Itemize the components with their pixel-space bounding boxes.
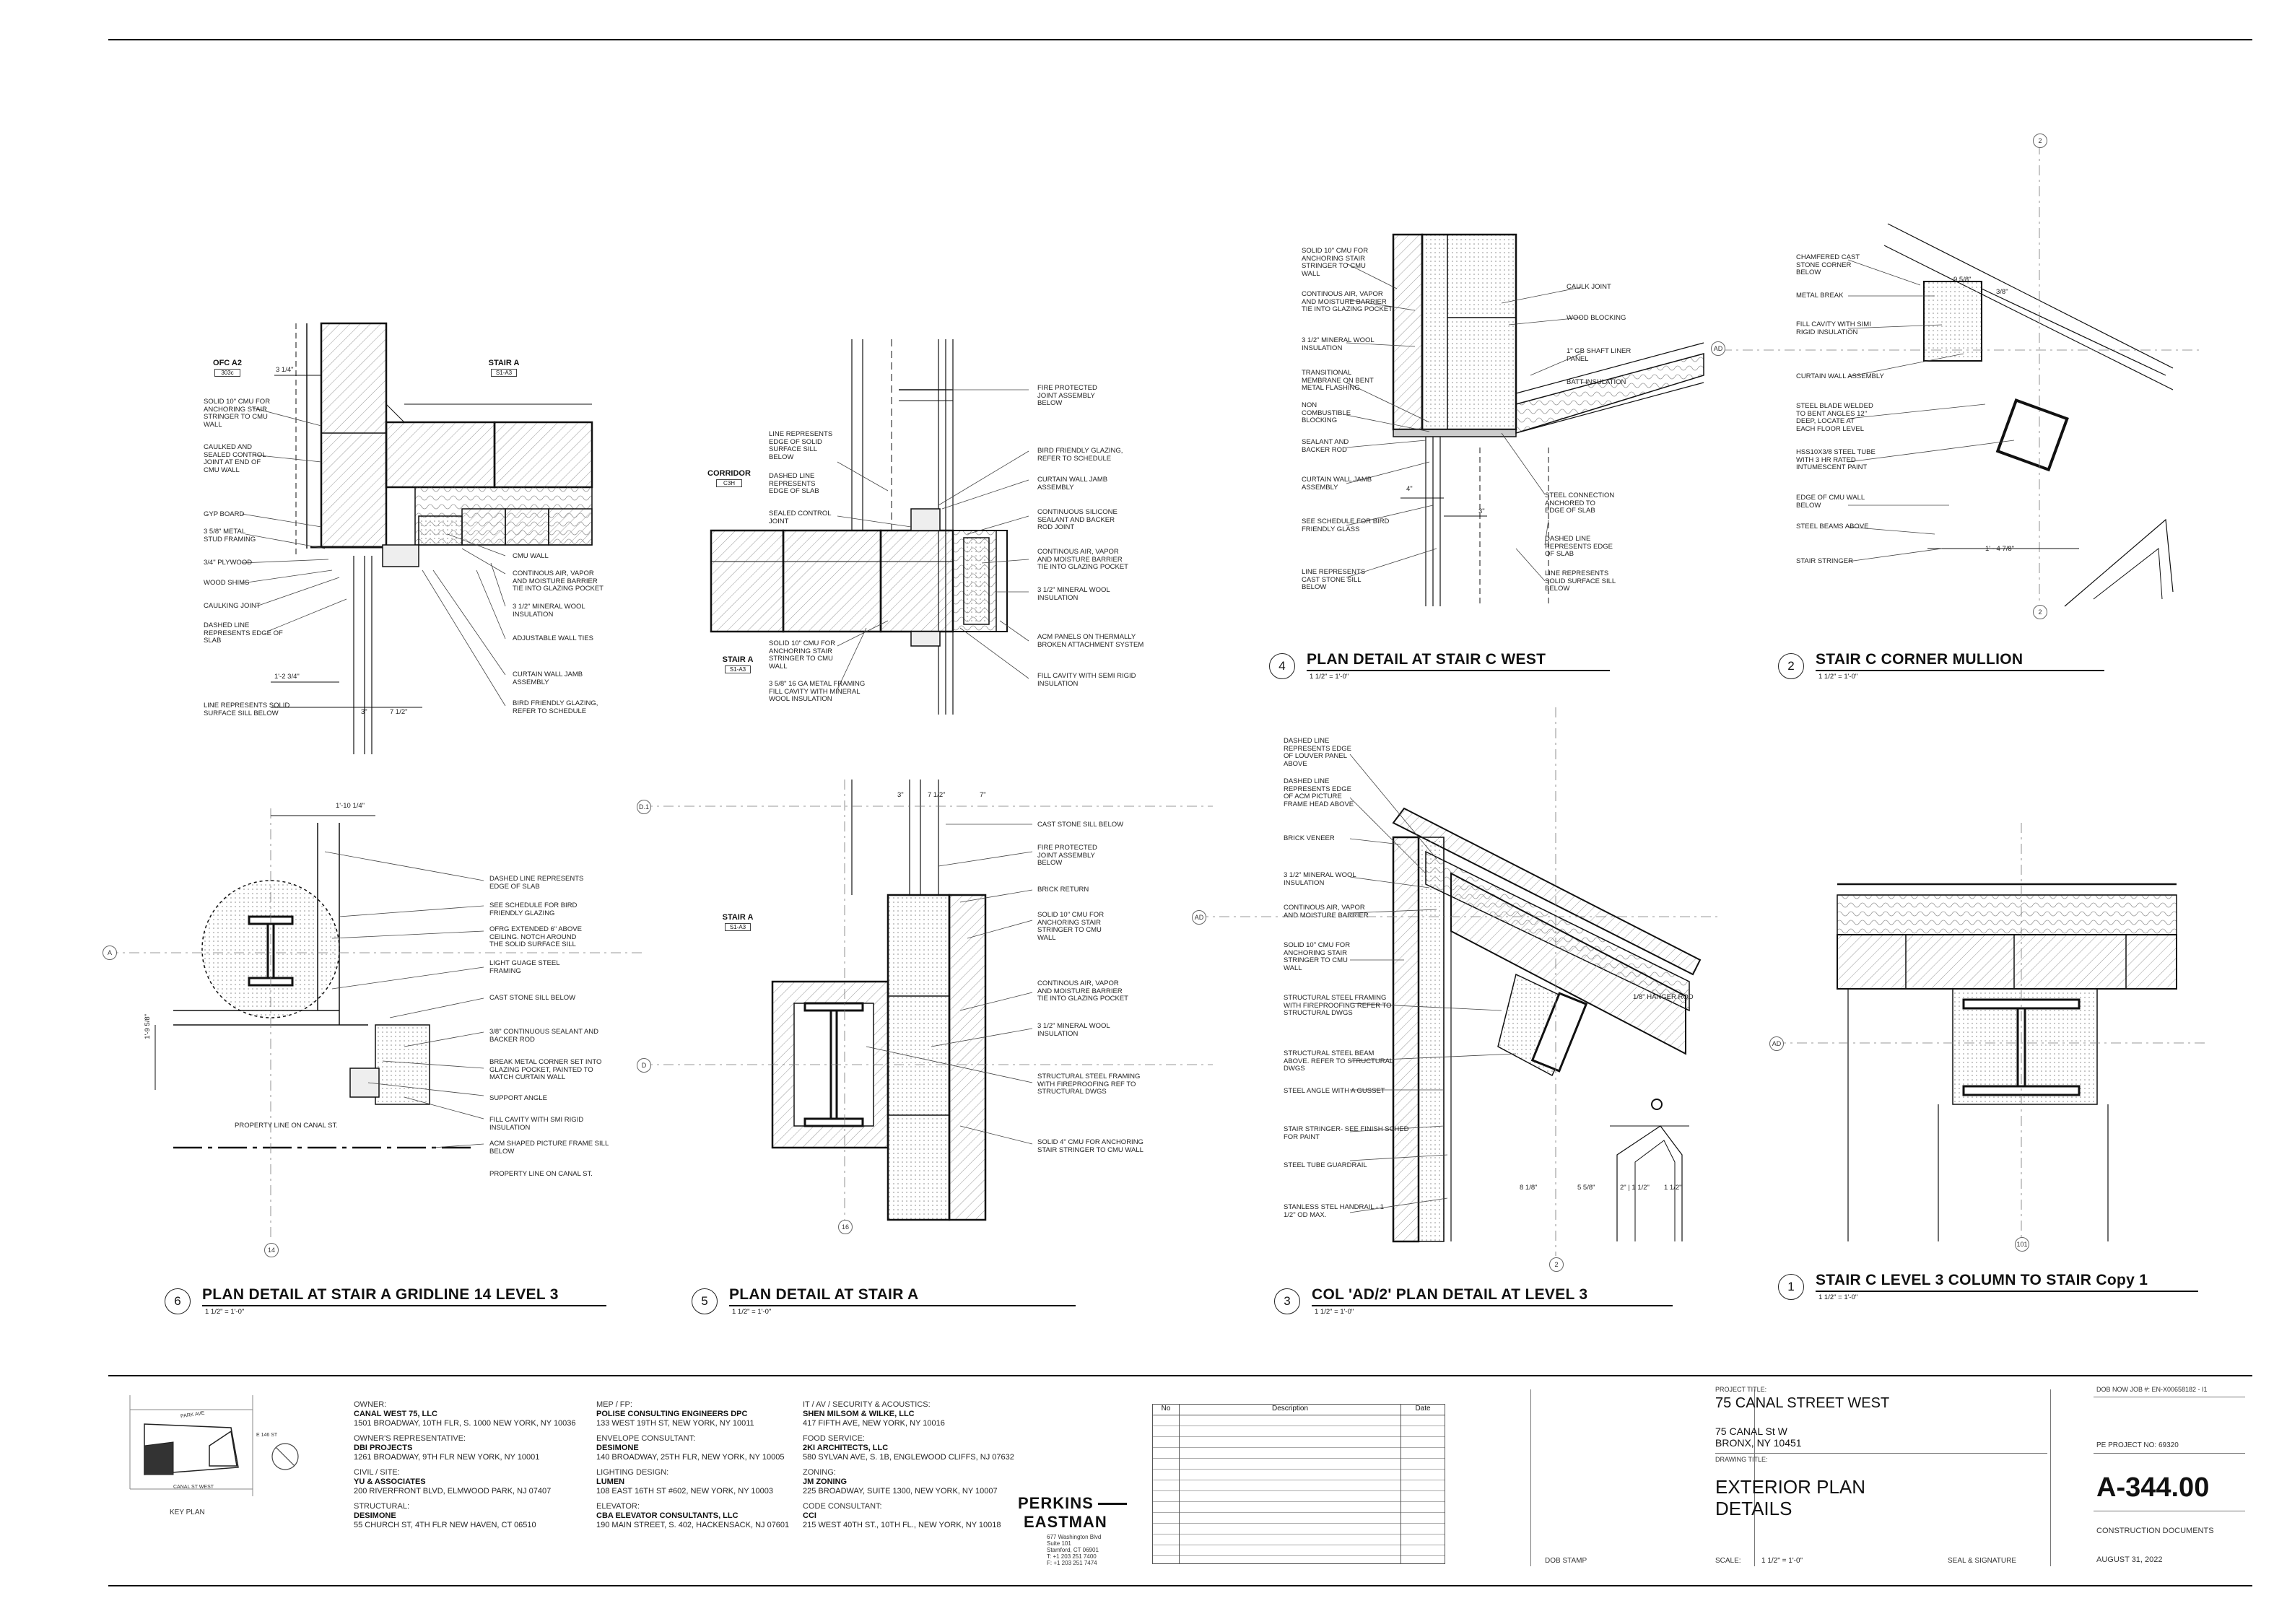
consultant-role: FOOD SERVICE: [803,1434,865,1443]
consultant-role: MEP / FP: [596,1400,632,1409]
callout-note: STEEL BEAMS ABOVE [1796,523,1869,531]
callout-note: STANLESS STEL HANDRAIL - 1 1/2" OD MAX. [1284,1203,1385,1219]
detail-title-5 [692,1286,1081,1315]
dimension: 5 5/8" [1577,1184,1595,1192]
dob-stamp-label: DOB STAMP [1545,1557,1587,1565]
callout-note: SOLID 10" CMU FOR ANCHORING STAIR STRINGER TO CMU WALL [769,639,836,671]
grid-bubble-14: 14 [264,1243,279,1257]
grid-bubble-ad-1: AD [1192,910,1206,925]
room-name: OFC A2 [213,359,242,367]
consultant-name: POLISE CONSULTING ENGINEERS DPC [596,1410,748,1418]
consultant-address: 140 BROADWAY, 25TH FLR, NEW YORK, NY 10005 [596,1453,785,1462]
project-title: 75 CANAL STREET WEST [1715,1395,1890,1411]
detail-title-text: STAIR C CORNER MULLION [1816,651,2023,668]
detail-3-plan [1198,707,1718,1256]
grid-bubble-16: 16 [838,1220,853,1234]
room-tag-stair-a-1 [482,359,526,377]
dimension: 7" [980,791,986,799]
rev-col-description: Description [1180,1405,1401,1415]
dimension: 7 1/2" [928,791,946,799]
callout-note: ADJUSTABLE WALL TIES [513,634,593,642]
detail-scale: 1 1/2" = 1'-0" [1818,673,1858,681]
detail-number: 3 [1274,1288,1300,1314]
rev-col-divider [1400,1405,1401,1563]
key-plan-street-label: E 146 ST [256,1433,278,1438]
callout-note: BRICK RETURN [1037,886,1089,894]
room-ref: S1-A3 [725,665,751,673]
consultant-role: OWNER'S REPRESENTATIVE: [354,1434,466,1443]
callout-note: 3 1/2" MINERAL WOOL INSULATION [1302,336,1375,352]
dimension: 4" [1406,485,1413,493]
callout-note: CONTINOUS AIR, VAPOR AND MOISTURE BARRIER TIE INTO GLAZING POCKET [1302,290,1393,313]
detail-scale: 1 1/2" = 1'-0" [732,1308,772,1316]
callout-note: SEE SCHEDULE FOR BIRD FRIENDLY GLAZING [489,902,578,917]
rev-col-no: No [1153,1405,1180,1415]
callout-note: CAST STONE SILL BELOW [1037,821,1124,829]
detail-number: 5 [692,1288,718,1314]
callout-note: SOLID 10" CMU FOR ANCHORING STAIR STRINGER TO CMU WALL [1302,247,1369,278]
detail-number: 1 [1778,1274,1804,1300]
callout-note: HSS10X3/8 STEEL TUBE WITH 3 HR RATED INTUMESCENT PAINT [1796,448,1876,471]
title-underline [729,1305,1076,1306]
callout-note: BIRD FRIENDLY GLAZING, REFER TO SCHEDULE [1037,447,1123,463]
callout-note: BATT INSULATION [1567,378,1626,386]
room-name: STAIR A [488,359,520,367]
seal-signature-label: SEAL & SIGNATURE [1948,1557,2017,1565]
callout-note: LINE REPRESENTS CAST STONE SILL BELOW [1302,568,1366,591]
issue-date: AUGUST 31, 2022 [2096,1555,2163,1564]
property-line-label: PROPERTY LINE ON CANAL ST. [235,1122,338,1130]
project-address-line-2: BRONX, NY 10451 [1715,1437,1802,1449]
room-name: STAIR A [722,655,754,664]
callout-note: STRUCTURAL STEEL BEAM ABOVE. REFER TO STRUCTURAL DWGS [1284,1049,1394,1073]
callout-note: CONTINOUS AIR, VAPOR AND MOISTURE BARRIER TIE INTO GLAZING POCKET [1037,548,1128,571]
consultant-name: CBA ELEVATOR CONSULTANTS, LLC [596,1511,739,1520]
title-block-divider [2050,1389,2051,1566]
consultant-address: 417 FIFTH AVE, NEW YORK, NY 10016 [803,1419,945,1428]
detail-5-plan [642,780,1213,1227]
rev-col-divider [1179,1405,1180,1563]
consultant-name: CANAL WEST 75, LLC [354,1410,437,1418]
rev-col-date: Date [1415,1405,1431,1413]
dimension: 7 1/2" [390,708,408,716]
callout-note: STEEL TUBE GUARDRAIL [1284,1161,1367,1169]
sheet-info-rule [2094,1453,2245,1454]
grid-bubble-d1: D.1 [637,800,651,814]
callout-note: CONTINOUS AIR, VAPOR AND MOISTURE BARRIER TIE INTO GLAZING POCKET [513,569,604,593]
callout-note: FIRE PROTECTED JOINT ASSEMBLY BELOW [1037,384,1097,407]
consultant-role: ELEVATOR: [596,1502,640,1511]
consultant-name: DESIMONE [354,1511,396,1520]
callout-note: SOLID 10" CMU FOR ANCHORING STAIR STRINGER TO CMU WALL [1284,941,1351,972]
detail-title-1 [1778,1272,2211,1301]
callout-note: LINE REPRESENTS SOLID SURFACE SILL BELOW [1545,569,1616,593]
dimension: 1'-10 1/4" [336,802,365,810]
dimension: 1'-9 5/8" [144,1014,152,1039]
callout-note: SUPPORT ANGLE [489,1094,547,1102]
callout-note: FILL CAVITY WITH SIMI RIGID INSULATION [1796,320,1871,336]
callout-note: ACM PANELS ON THERMALLY BROKEN ATTACHMENT SYSTEM [1037,633,1144,649]
callout-note: DASHED LINE REPRESENTS EDGE OF SLAB [489,875,584,891]
detail-number: 6 [165,1288,191,1314]
detail-1-plan [1776,823,2209,1241]
callout-note: BIRD FRIENDLY GLAZING, REFER TO SCHEDULE [513,699,598,715]
callout-note: LIGHT GUAGE STEEL FRAMING [489,959,560,975]
room-tag-stair-a-2 [716,655,759,673]
consultant-address: 133 WEST 19TH ST, NEW YORK, NY 10011 [596,1419,754,1428]
callout-note: CAULKED AND SEALED CONTROL JOINT AT END OF CMU WALL [204,443,266,474]
callout-note: EDGE OF CMU WALL BELOW [1796,494,1865,510]
dimension: 1' - 4 7/8" [1985,545,2015,553]
consultant-name: LUMEN [596,1477,625,1486]
consultant-address: 1261 BROADWAY, 9TH FLR NEW YORK, NY 10001 [354,1453,540,1462]
detail-number: 2 [1778,653,1804,679]
callout-note: DASHED LINE REPRESENTS EDGE OF SLAB [769,472,819,495]
document-phase: CONSTRUCTION DOCUMENTS [2096,1527,2214,1535]
callout-note: 3 5/8" METAL STUD FRAMING [204,528,256,543]
architect-address: 677 Washington Blvd Suite 101 Stamford, CT 06901 T: +1 203 251 7400 F: +1 203 251 7474 [1047,1534,1102,1566]
consultant-name: DBI PROJECTS [354,1444,413,1452]
logo-rule [1098,1503,1127,1505]
callout-note: CMU WALL [513,552,549,560]
callout-note: SEE SCHEDULE FOR BIRD FRIENDLY GLASS [1302,518,1390,533]
detail-title-text: PLAN DETAIL AT STAIR C WEST [1307,651,1546,668]
callout-note: CURTAIN WALL JAMB ASSEMBLY [1302,476,1372,492]
room-name: STAIR A [722,913,754,922]
dimension: 3 1/4" [276,366,294,374]
callout-note: DASHED LINE REPRESENTS EDGE OF SLAB [204,621,283,645]
room-tag-corridor [704,469,754,487]
consultant-address: 108 EAST 16TH ST #602, NEW YORK, NY 10003 [596,1487,773,1496]
consultant-name: YU & ASSOCIATES [354,1477,426,1486]
grid-bubble-2-low: 2 [1549,1257,1564,1272]
hanger-rod-note: 1/8" HANGER ROD [1633,993,1694,1001]
callout-note: LINE REPRESENTS SOLID SURFACE SILL BELOW [204,702,290,717]
detail-title-text: COL 'AD/2' PLAN DETAIL AT LEVEL 3 [1312,1286,1588,1303]
title-block [108,1375,2252,1573]
detail-scale: 1 1/2" = 1'-0" [1818,1293,1858,1301]
callout-note: CAULK JOINT [1567,283,1611,291]
callout-note: TRANSITIONAL MEMBRANE ON BENT METAL FLASHING [1302,369,1374,392]
callout-note: BREAK METAL CORNER SET INTO GLAZING POCKET, PAINTED TO MATCH CURTAIN WALL [489,1058,602,1081]
callout-note: 3 1/2" MINERAL WOOL INSULATION [1284,871,1356,887]
callout-note: STEEL BLADE WELDED TO BENT ANGLES 12" DEEP, LOCATE AT EACH FLOOR LEVEL [1796,402,1873,433]
detail-title-text: PLAN DETAIL AT STAIR A GRIDLINE 14 LEVEL 3 [202,1286,559,1303]
detail-title-text: STAIR C LEVEL 3 COLUMN TO STAIR Copy 1 [1816,1272,2148,1288]
key-plan-diagram [123,1388,318,1507]
callout-note: FILL CAVITY WITH SMI RIGID INSULATION [489,1116,584,1132]
dimension: 9 5/8" [1953,276,1972,284]
grid-bubble-a: A [103,946,117,960]
title-underline [1312,1305,1673,1306]
callout-note: LINE REPRESENTS EDGE OF SOLID SURFACE SILL BELOW [769,430,833,461]
callout-note: 3 1/2" MINERAL WOOL INSULATION [1037,1022,1110,1038]
dimension: 8 1/8" [1520,1184,1538,1192]
callout-note: 3 5/8" 16 GA METAL FRAMING FILL CAVITY WITH MINERAL WOOL INSULATION [769,680,866,703]
room-ref: C3H [716,479,742,487]
callout-note: FILL CAVITY WITH SEMI RIGID INSULATION [1037,672,1136,688]
consultant-role: IT / AV / SECURITY & ACOUSTICS: [803,1400,931,1409]
callout-note: SOLID 10" CMU FOR ANCHORING STAIR STRINGER TO CMU WALL [204,398,271,429]
grid-bubble-ad-3: AD [1769,1036,1784,1051]
dimension: 3" [1478,507,1485,515]
callout-note: CAST STONE SILL BELOW [489,994,576,1002]
callout-note: SOLID 10" CMU FOR ANCHORING STAIR STRINGER TO CMU WALL [1037,911,1105,942]
callout-note: PROPERTY LINE ON CANAL ST. [489,1170,593,1178]
consultant-role: ZONING: [803,1468,836,1477]
title-underline [202,1305,606,1306]
consultant-role: STRUCTURAL: [354,1502,410,1511]
project-title-label: PROJECT TITLE: [1715,1386,1767,1393]
callout-note: NON COMBUSTIBLE BLOCKING [1302,401,1351,424]
callout-note: GYP BOARD [204,510,245,518]
title-block-divider [1530,1389,1531,1566]
callout-note: CURTAIN WALL JAMB ASSEMBLY [1037,476,1108,492]
key-plan-street-label: PARK AVE [180,1410,205,1420]
callout-note: 3/4" PLYWOOD [204,559,253,567]
revision-table [1152,1404,1445,1564]
consultant-name: SHEN MILSOM & WILKE, LLC [803,1410,915,1418]
project-info-rule [1715,1453,2047,1454]
project-address-line-1: 75 CANAL St W [1715,1426,1787,1437]
grid-bubble-2-top: 2 [2033,134,2047,148]
grid-bubble-ad-2: AD [1711,341,1725,356]
callout-note: 1" GB SHAFT LINER PANEL [1567,347,1632,363]
callout-note: STRUCTURAL STEEL FRAMING WITH FIREPROOFING REFER TO STRUCTURAL DWGS [1284,994,1392,1017]
grid-bubble-101: 101 [2015,1237,2029,1252]
detail-number: 4 [1269,653,1295,679]
title-underline [1816,1291,2198,1292]
detail-6a-plan [271,323,592,754]
callout-note: ACM SHAPED PICTURE FRAME SILL BELOW [489,1140,609,1156]
callout-note: STEEL CONNECTION ANCHORED TO EDGE OF SLAB [1545,492,1615,515]
consultant-role: CODE CONSULTANT: [803,1502,882,1511]
callout-note: DASHED LINE REPRESENTS EDGE OF SLAB [1545,535,1613,558]
callout-note: WOOD BLOCKING [1567,314,1626,322]
callout-note: CONTINUOUS SILICONE SEALANT AND BACKER ROD JOINT [1037,508,1118,531]
callout-note: METAL BREAK [1796,292,1844,300]
detail-title-6 [165,1286,605,1315]
key-plan-street-label: CANAL ST WEST [173,1485,214,1490]
callout-note: STRUCTURAL STEEL FRAMING WITH FIREPROOFING REF TO STRUCTURAL DWGS [1037,1073,1141,1096]
callout-note: CHAMFERED CAST STONE CORNER BELOW [1796,253,1860,276]
dimension: 2" | 1 1/2" [1620,1184,1650,1192]
architect-name-line-1: PERKINS [1018,1494,1094,1512]
room-ref: 303c [214,369,240,377]
callout-note: CURTAIN WALL JAMB ASSEMBLY [513,671,583,686]
detail-scale: 1 1/2" = 1'-0" [1315,1308,1354,1316]
room-ref: S1-A3 [725,923,751,931]
callout-note: WOOD SHIMS [204,579,250,587]
consultant-name: CCI [803,1511,816,1520]
callout-note: SEALANT AND BACKER ROD [1302,438,1349,454]
callout-note: DASHED LINE REPRESENTS EDGE OF ACM PICTURE FRAME HEAD ABOVE [1284,777,1354,808]
consultant-address: 580 SYLVAN AVE, S. 1B, ENGLEWOOD CLIFFS, NJ 07632 [803,1453,1014,1462]
callout-note: CURTAIN WALL ASSEMBLY [1796,372,1884,380]
dimension: 3" [897,791,904,799]
architect-name-line-2: EASTMAN [1024,1513,1107,1531]
callout-note: STAIR STRINGER [1796,557,1853,565]
callout-note: 3 1/2" MINERAL WOOL INSULATION [513,603,585,619]
room-tag-ofc-a2 [206,359,249,377]
consultant-address: 55 CHURCH ST, 4TH FLR NEW HAVEN, CT 06510 [354,1521,536,1529]
scale-value: 1 1/2" = 1'-0" [1761,1557,1803,1565]
consultant-name: 2KI ARCHITECTS, LLC [803,1444,889,1452]
consultant-name: DESIMONE [596,1444,639,1452]
callout-note: SEALED CONTROL JOINT [769,510,832,525]
detail-title-3 [1274,1286,1678,1315]
consultant-address: 1501 BROADWAY, 10TH FLR, S. 1000 NEW YORK, NY 10036 [354,1419,576,1428]
dimension: 1 1/2" [1664,1184,1682,1192]
consultant-address: 215 WEST 40TH ST., 10TH FL., NEW YORK, NY 10018 [803,1521,1001,1529]
detail-title-2 [1778,651,2153,680]
title-underline [1816,670,2104,671]
consultant-address: 200 RIVERFRONT BLVD, ELMWOOD PARK, NJ 07407 [354,1487,552,1496]
callout-note: SOLID 4" CMU FOR ANCHORING STAIR STRINGER TO CMU WALL [1037,1138,1143,1154]
consultant-role: OWNER: [354,1400,387,1409]
callout-note: STEEL ANGLE WITH A GUSSET [1284,1087,1385,1095]
room-ref: S1-A3 [491,369,517,377]
grid-bubble-d: D [637,1058,651,1073]
consultant-name: JM ZONING [803,1477,848,1486]
room-tag-stair-a-3 [716,913,759,931]
key-plan-label: KEY PLAN [170,1509,205,1516]
consultant-role: ENVELOPE CONSULTANT: [596,1434,696,1443]
callout-note: CONTINOUS AIR, VAPOR AND MOISTURE BARRIER [1284,904,1369,920]
pe-project-number: PE PROJECT NO: 69320 [2096,1441,2179,1449]
callout-note: CONTINOUS AIR, VAPOR AND MOISTURE BARRIER TIE INTO GLAZING POCKET [1037,979,1128,1003]
scale-label: SCALE: [1715,1557,1741,1565]
detail-title-text: PLAN DETAIL AT STAIR A [729,1286,919,1303]
drawing-title-label: DRAWING TITLE: [1715,1456,1768,1463]
callout-note: DASHED LINE REPRESENTS EDGE OF LOUVER PANEL ABOVE [1284,737,1351,768]
detail-scale: 1 1/2" = 1'-0" [205,1308,245,1316]
architect-logo [1018,1494,1127,1532]
room-name: CORRIDOR [707,469,751,478]
dob-now-job-number: DOB NOW JOB #: EN-X00658182 - I1 [2096,1386,2208,1393]
consultant-address: 225 BROADWAY, SUITE 1300, NEW YORK, NY 10007 [803,1487,998,1496]
callout-note: BRICK VENEER [1284,834,1335,842]
title-block-top-rule [108,1375,2252,1376]
dimension: 3/8" [1996,288,2008,296]
callout-note: FIRE PROTECTED JOINT ASSEMBLY BELOW [1037,844,1097,867]
callout-note: 3 1/2" MINERAL WOOL INSULATION [1037,586,1110,602]
consultant-role: CIVIL / SITE: [354,1468,400,1477]
dimension: 3" [361,708,367,716]
detail-scale: 1 1/2" = 1'-0" [1310,673,1349,681]
detail-2-plan [1722,144,2202,606]
consultant-address: 190 MAIN STREET, S. 402, HACKENSACK, NJ 07601 [596,1521,790,1529]
callout-note: STAIR STRINGER- SEE FINISH SCHED FOR PAINT [1284,1125,1409,1141]
grid-bubble-2-mid: 2 [2033,605,2047,619]
dimension: 1'-2 3/4" [274,673,300,681]
callout-note: OFRG EXTENDED 6" ABOVE CEILING. NOTCH AROUND THE SOLID SURFACE SILL [489,925,582,948]
detail-title-4 [1269,651,1659,680]
drawing-title-line-2: DETAILS [1715,1498,1792,1519]
consultant-role: LIGHTING DESIGN: [596,1468,669,1477]
sheet-number: A-344.00 [2096,1472,2210,1503]
callout-note: 3/8" CONTINUOUS SEALANT AND BACKER ROD [489,1028,599,1044]
callout-note: CAULKING JOINT [204,602,261,610]
drawing-title-line-1: EXTERIOR PLAN [1715,1476,1866,1498]
title-underline [1307,670,1610,671]
